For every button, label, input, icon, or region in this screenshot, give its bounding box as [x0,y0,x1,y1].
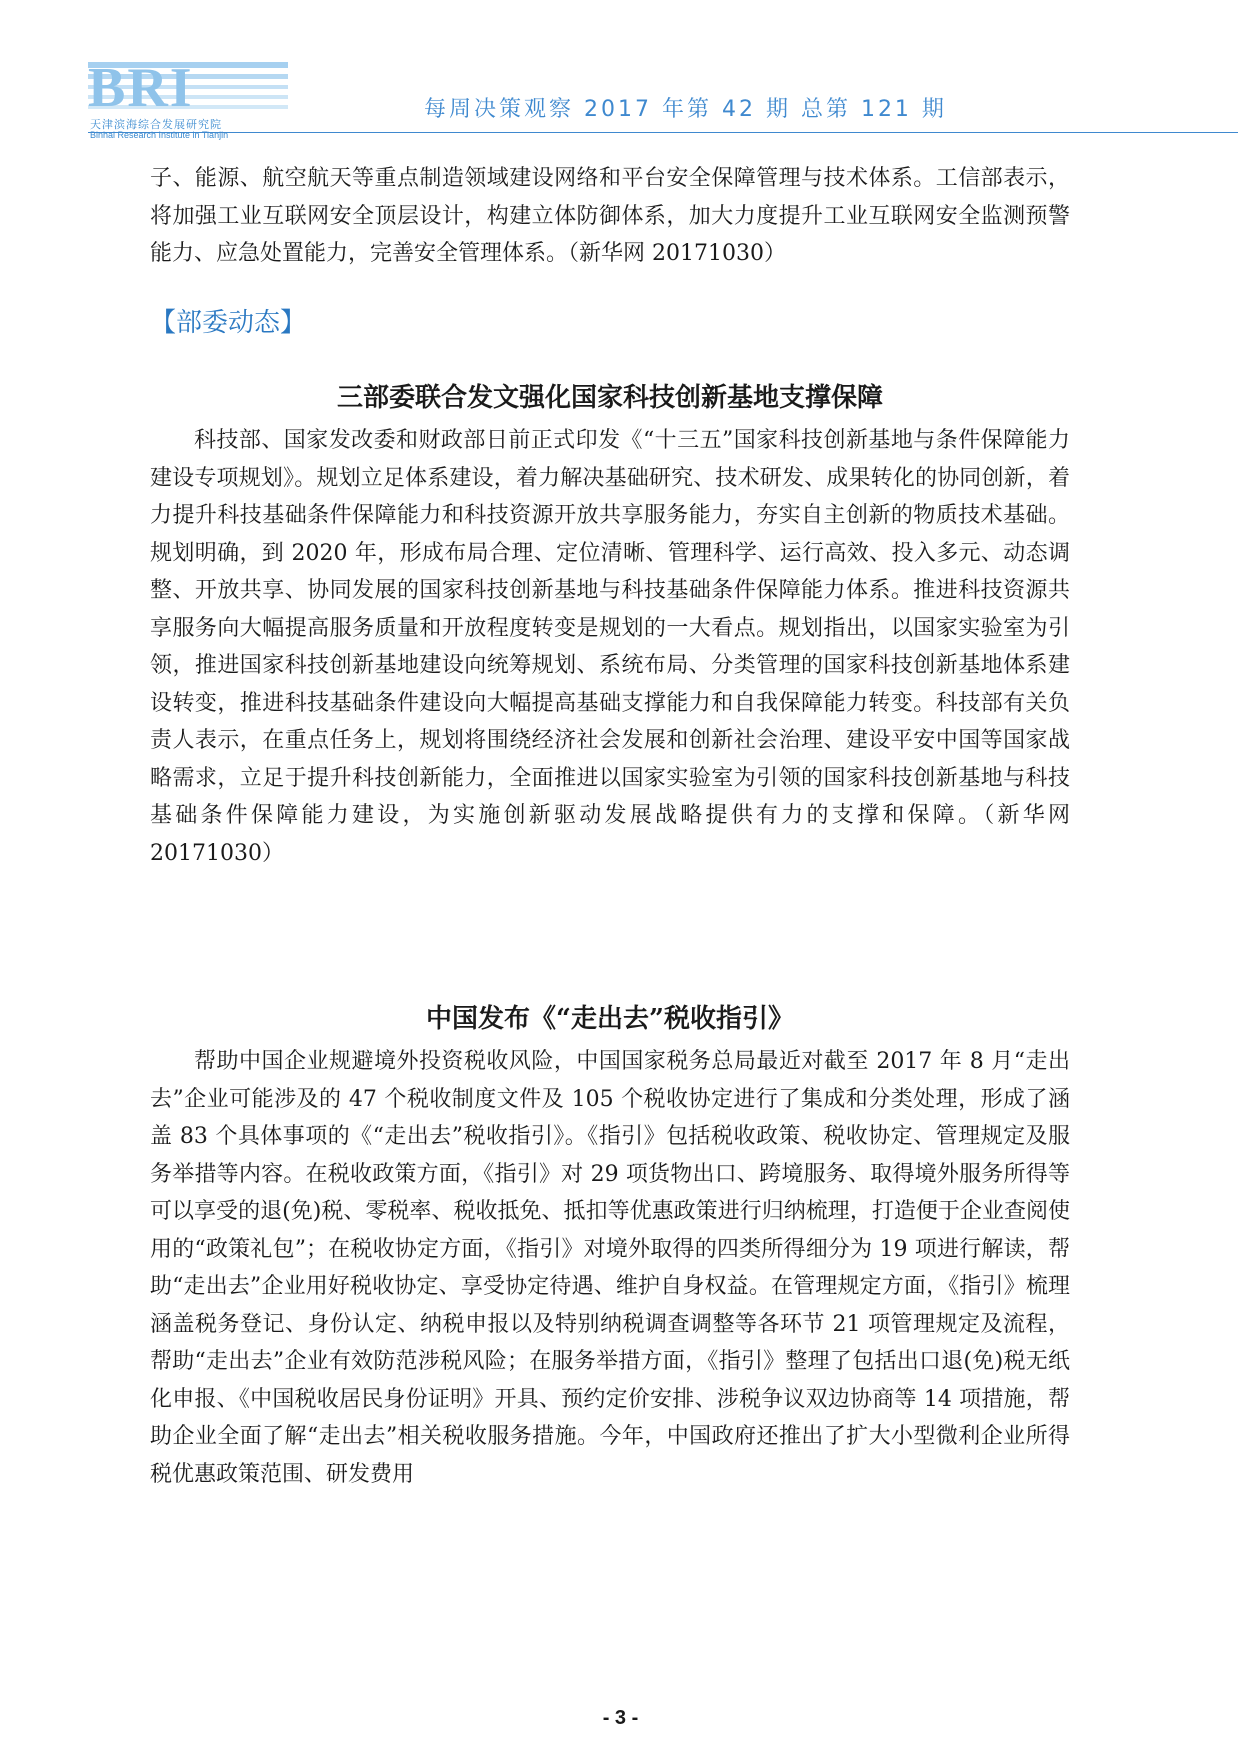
article-body: 科技部、国家发改委和财政部日前正式印发《“十三五”国家科技创新基地与条件保障能力建设专项规划》。规划立足体系建设，着力解决基础研究、技术研发、成果转化的协同创新，着力提升科技基础条件保障能力和科技资源开放共享服务能力，夯实自主创新的物质技术基础。规划明确，到 2020 年，形成布局合理、定位清晰、管理科学、运行高效、投入多元、动态调整、开放共享、协同发展的国家科技创新基地与科技基础条件保障能力体系。推进科技资源共享服务向大幅提高服务质量和开放程度转变是规划的一大看点。规划指出，以国家实验室为引领，推进国家科技创新基地建设向统筹规划、系统布局、分类管理的国家科技创新基地体系建设转变，推进科技基础条件建设向大幅提高基础支撑能力和自我保障能力转变。科技部有关负责人表示，在重点任务上，规划将围绕经济社会发展和创新社会治理、建设平安中国等国家战略需求，立足于提升科技创新能力，全面推进以国家实验室为引领的国家科技创新基地与科技基础条件保障能力建设，为实施创新驱动发展战略提供有力的支撑和保障。（新华网 20171030） [150,428,1070,866]
article-title: 三部委联合发文强化国家科技创新基地支撑保障 [336,383,883,413]
logo-letters: BRI [88,57,194,119]
page-number: - 3 - [602,1707,639,1729]
intro-paragraph: 子、能源、航空航天等重点制造领域建设网络和平台安全保障管理与技术体系。工信部表示，将加强工业互联网安全顶层设计，构建立体防御体系，加大力度提升工业互联网安全监测预警能力、应急处置能力，完善安全管理体系。（新华网 20171030） [150,166,1070,266]
article-title: 中国发布《“走出去”税收指引》 [426,1004,794,1034]
issue-title: 每周决策观察 2017 年第 42 期 总第 121 期 [424,97,947,122]
section-label: 【部委动态】 [150,308,307,338]
header-divider [88,132,1238,133]
logo-wordmark [88,57,194,119]
article-body: 帮助中国企业规避境外投资税收风险，中国国家税务总局最近对截至 2017 年 8 月“走出去”企业可能涉及的 47 个税收制度文件及 105 个税收协定进行了集成和分类处理，形成了涵盖 83 个具体事项的《“走出去”税收指引》。《指引》包括税收政策、税收协定、管理规定及服务举措等内容。在税收政策方面，《指引》对 29 项货物出口、跨境服务、取得境外服务所得等可以享受的退(免)税、零税率、税收抵免、抵扣等优惠政策进行归纳梳理，打造便于企业查阅使用的“政策礼包”；在税收协定方面，《指引》对境外取得的四类所得细分为 19 项进行解读，帮助“走出去”企业用好税收协定、享受协定待遇、维护自身权益。在管理规定方面，《指引》梳理涵盖税务登记、身份认定、纳税申报以及特别纳税调查调整等各环节 21 项管理规定及流程，帮助“走出去”企业有效防范涉税风险；在服务举措方面，《指引》整理了包括出口退(免)税无纸化申报、《中国税收居民身份证明》开具、预约定价安排、涉税争议双边协商等 14 项措施，帮助企业全面了解“走出去”相关税收服务措施。今年，中国政府还推出了扩大小型微利企业所得税优惠政策范围、研发费用 [150,1049,1070,1487]
bri-logo [88,57,288,140]
logo-chinese-name: 天津滨海综合发展研究院 [90,118,222,131]
logo-english-name: Binhai Research Institute in Tianjin [90,130,229,140]
